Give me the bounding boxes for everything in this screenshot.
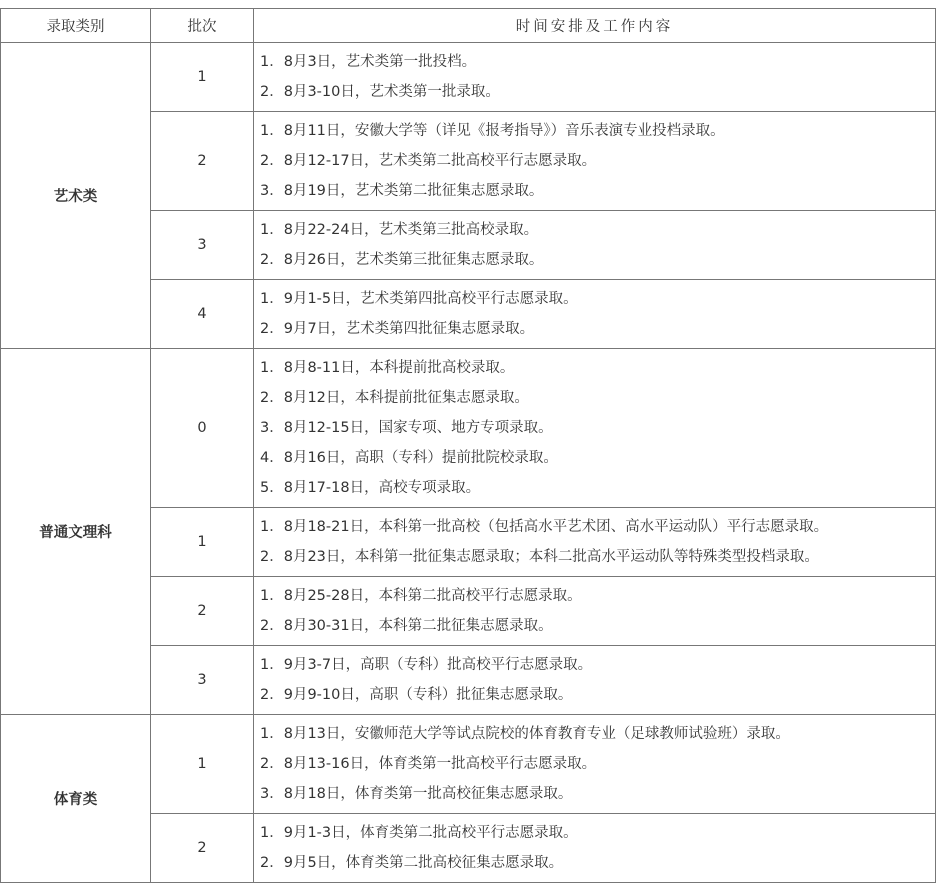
schedule-item: 3．8月12-15日，国家专项、地方专项录取。 [260, 420, 553, 436]
batch-cell: 3 [151, 211, 254, 280]
content-cell [254, 211, 936, 280]
schedule-item: 2．8月23日，本科第一批征集志愿录取；本科二批高水平运动队等特殊类型投档录取。 [260, 549, 819, 565]
schedule-item: 2．9月5日，体育类第二批高校征集志愿录取。 [260, 855, 564, 871]
content-cell [254, 508, 936, 577]
batch-cell: 4 [151, 280, 254, 349]
table-row [1, 715, 936, 814]
schedule-item: 3．8月19日，艺术类第二批征集志愿录取。 [260, 183, 544, 199]
table-body [1, 43, 936, 883]
schedule-item: 1．8月22-24日，艺术类第三批高校录取。 [260, 222, 539, 238]
schedule-item: 2．8月12日，本科提前批征集志愿录取。 [260, 390, 529, 406]
schedule-item: 1．8月13日，安徽师范大学等试点院校的体育教育专业（足球教师试验班）录取。 [260, 726, 790, 742]
schedule-item: 2．8月30-31日，本科第二批征集志愿录取。 [260, 618, 553, 634]
content-cell [254, 814, 936, 883]
schedule-item: 2．8月13-16日，体育类第一批高校平行志愿录取。 [260, 756, 597, 772]
schedule-item: 1．9月3-7日，高职（专科）批高校平行志愿录取。 [260, 657, 593, 673]
header-category: 录取类别 [1, 9, 151, 43]
schedule-item: 1．8月11日，安徽大学等（详见《报考指导》）音乐表演专业投档录取。 [260, 123, 725, 139]
schedule-item: 1．9月1-5日，艺术类第四批高校平行志愿录取。 [260, 291, 578, 307]
schedule-item: 3．8月18日，体育类第一批高校征集志愿录取。 [260, 786, 573, 802]
content-cell [254, 280, 936, 349]
content-cell [254, 43, 936, 112]
batch-cell: 1 [151, 43, 254, 112]
schedule-item: 2．8月3-10日，艺术类第一批录取。 [260, 84, 500, 100]
header-row [1, 9, 936, 43]
admission-schedule-table [0, 8, 936, 883]
content-cell [254, 646, 936, 715]
category-cell: 普通文理科 [1, 349, 151, 715]
content-cell [254, 715, 936, 814]
schedule-item: 2．8月26日，艺术类第三批征集志愿录取。 [260, 252, 544, 268]
content-cell [254, 577, 936, 646]
category-cell: 艺术类 [1, 43, 151, 349]
schedule-item: 1．8月18-21日，本科第一批高校（包括高水平艺术团、高水平运动队）平行志愿录取。 [260, 519, 829, 535]
batch-cell: 1 [151, 715, 254, 814]
batch-cell: 2 [151, 112, 254, 211]
batch-cell: 0 [151, 349, 254, 508]
batch-cell: 1 [151, 508, 254, 577]
schedule-item: 5．8月17-18日，高校专项录取。 [260, 480, 481, 496]
schedule-item: 2．9月7日，艺术类第四批征集志愿录取。 [260, 321, 535, 337]
schedule-item: 1．8月8-11日，本科提前批高校录取。 [260, 360, 515, 376]
category-cell: 体育类 [1, 715, 151, 883]
table-row [1, 349, 936, 508]
batch-cell: 3 [151, 646, 254, 715]
content-cell [254, 112, 936, 211]
content-cell [254, 349, 936, 508]
batch-cell: 2 [151, 814, 254, 883]
header-content: 时间安排及工作内容 [254, 9, 936, 43]
schedule-item: 2．8月12-17日，艺术类第二批高校平行志愿录取。 [260, 153, 597, 169]
table-row [1, 43, 936, 112]
header-batch: 批次 [151, 9, 254, 43]
schedule-item: 2．9月9-10日，高职（专科）批征集志愿录取。 [260, 687, 573, 703]
batch-cell: 2 [151, 577, 254, 646]
schedule-item: 1．8月25-28日，本科第二批高校平行志愿录取。 [260, 588, 582, 604]
schedule-item: 1．9月1-3日，体育类第二批高校平行志愿录取。 [260, 825, 578, 841]
schedule-item: 4．8月16日，高职（专科）提前批院校录取。 [260, 450, 558, 466]
schedule-item: 1．8月3日，艺术类第一批投档。 [260, 54, 477, 70]
